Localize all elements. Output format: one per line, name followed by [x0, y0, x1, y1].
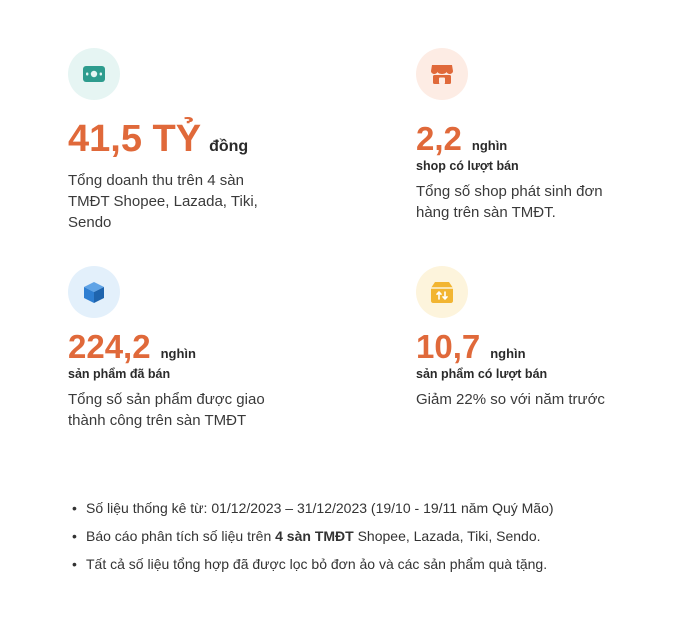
products-with-sales-value: 10,7: [416, 328, 481, 365]
bullet-icon: •: [72, 500, 77, 516]
note-text-prefix: Báo cáo phân tích số liệu trên: [86, 528, 276, 544]
note-item: [72, 500, 672, 517]
products-with-sales-sublabel: sản phẩm có lượt bán: [416, 367, 548, 381]
revenue-unit: đồng: [209, 138, 249, 155]
shops-sublabel: shop có lượt bán: [416, 159, 519, 173]
revenue-icon-circle: [68, 48, 120, 100]
products-sold-icon-circle: [68, 266, 120, 318]
note-text: Tất cả số liệu tổng hợp đã được lọc bỏ đơn ảo và các sản phẩm quà tặng.: [86, 556, 548, 572]
note-text-bold: 4 sàn TMĐT: [275, 528, 354, 544]
storefront-icon: [430, 63, 454, 85]
note-item: [72, 528, 672, 545]
products-with-sales-description: Giảm 22% so với năm trước: [416, 391, 605, 408]
shops-description: Tổng số shop phát sinh đơn hàng trên sàn TMĐT.: [416, 183, 603, 221]
stat-products-sold: [68, 266, 328, 431]
note-text-suffix: Shopee, Lazada, Tiki, Sendo.: [353, 528, 541, 544]
products-sold-sublabel: sản phẩm đã bán: [68, 367, 171, 381]
notes-list: [72, 500, 672, 584]
stat-revenue: [68, 48, 328, 233]
revenue-value-line: [68, 120, 328, 158]
box-icon: [82, 280, 106, 304]
note-item: [72, 556, 672, 573]
products-sold-unit: nghìn: [160, 346, 196, 361]
shops-value: 2,2: [416, 120, 462, 157]
tray-arrows-icon: [430, 281, 454, 303]
stat-products-with-sales: [416, 266, 666, 410]
note-text: Số liệu thống kê từ: 01/12/2023 – 31/12/2023 (19/10 - 19/11 năm Quý Mão): [86, 500, 554, 516]
shops-value-line: [416, 122, 656, 155]
products-sold-description: Tổng số sản phẩm được giao thành công trên sàn TMĐT: [68, 391, 265, 429]
products-with-sales-unit: nghìn: [490, 346, 526, 361]
bullet-icon: •: [72, 556, 77, 572]
products-with-sales-icon-circle: [416, 266, 468, 318]
cash-icon: [82, 65, 106, 83]
stat-shops: [416, 48, 656, 223]
revenue-description: Tổng doanh thu trên 4 sàn TMĐT Shopee, Lazada, Tiki, Sendo: [68, 172, 258, 231]
shops-icon-circle: [416, 48, 468, 100]
shops-unit: nghìn: [471, 138, 508, 153]
bullet-icon: •: [72, 528, 77, 544]
products-sold-value-line: [68, 330, 328, 363]
products-sold-value: 224,2: [68, 328, 151, 365]
products-with-sales-value-line: [416, 330, 666, 363]
revenue-value: 41,5 TỶ: [68, 118, 202, 160]
